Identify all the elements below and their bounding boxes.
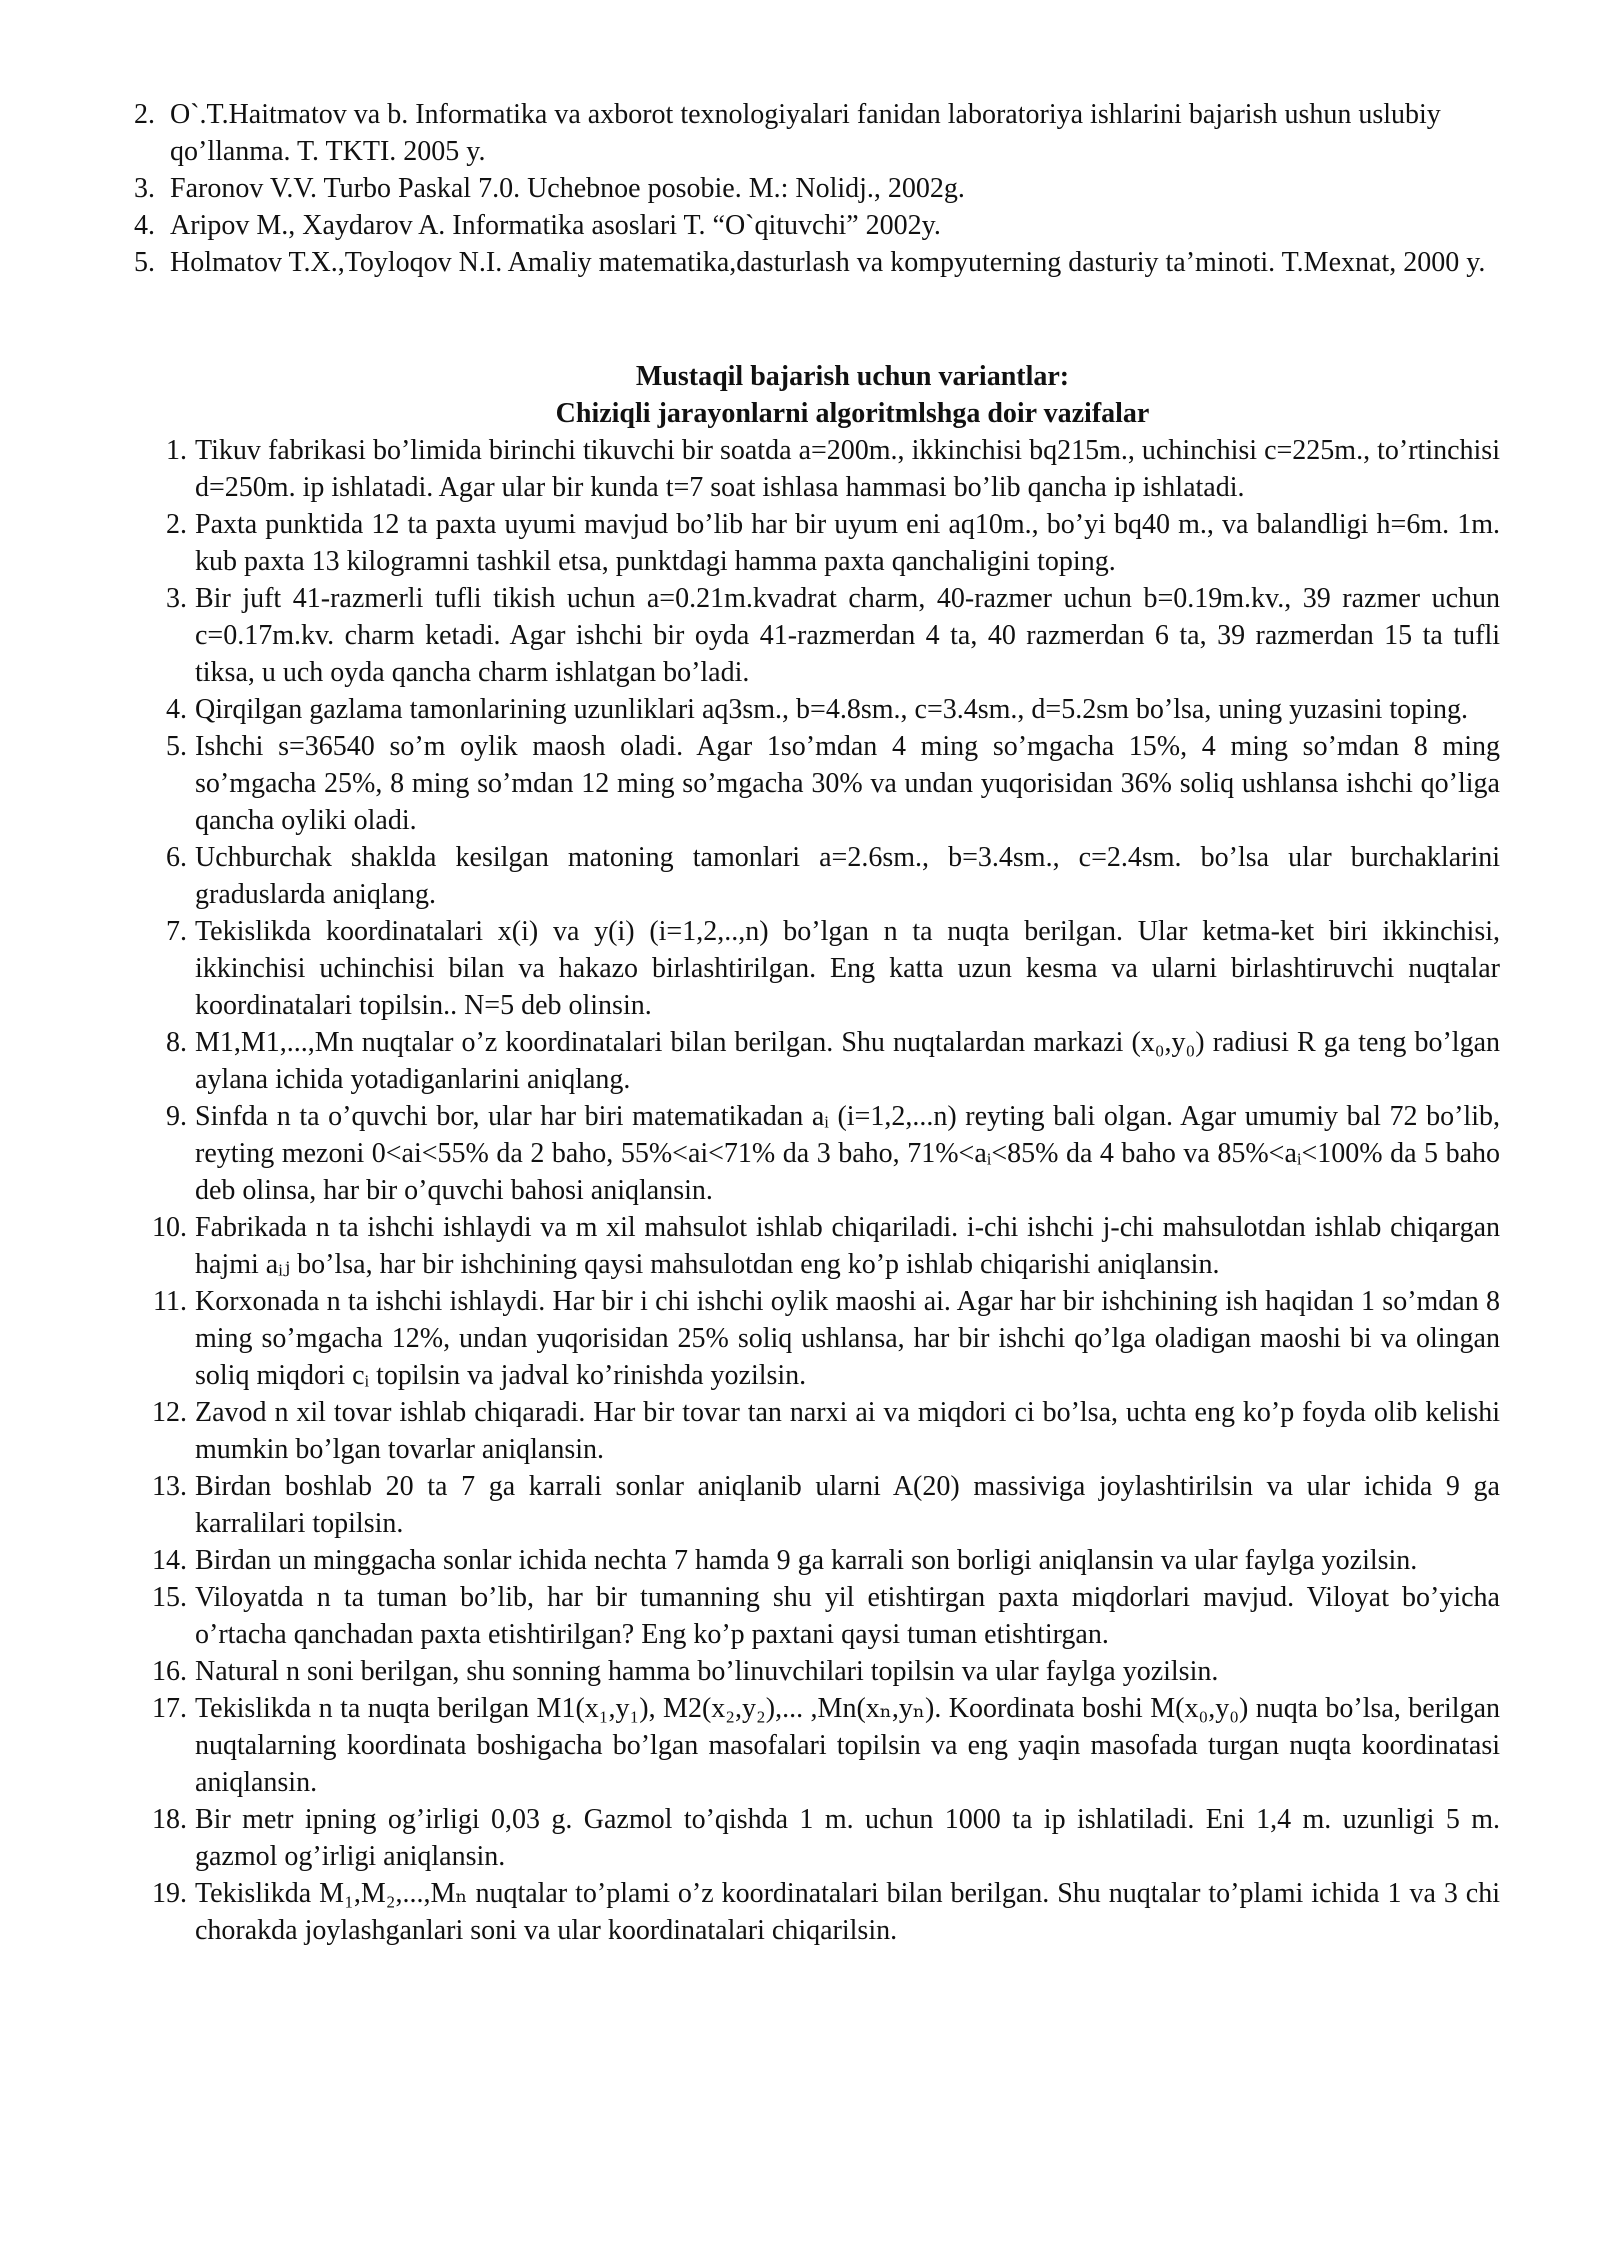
task-item (135, 839, 1500, 913)
task-text: Uchburchak shaklda kesilgan matoning tamonlari a=2.6sm., b=3.4sm., c=2.4sm. bo’lsa ular burchaklarini graduslarda aniqlang. (195, 842, 1500, 910)
task-item (135, 432, 1500, 506)
reference-item (115, 96, 1515, 170)
task-number: 10. (152, 1212, 187, 1243)
reference-item (115, 170, 1515, 207)
task-item (135, 580, 1500, 691)
reference-item (115, 244, 1515, 281)
task-text: Tekislikda koordinatalari x(i) va y(i) (i=1,2,..,n) bo’lgan n ta nuqta berilgan. Ular ketma-ket biri ikkinchisi, ikkinchisi uchinchisi bilan va hakazo birlashtirilgan. Eng katta uzun kesma va ularni birlashtiruvchi nuqtalar koordinatalari topilsin.. N=5 deb olinsin. (195, 916, 1500, 1021)
task-item (135, 1653, 1500, 1690)
reference-number: 4. (134, 210, 155, 241)
reference-number: 3. (134, 173, 155, 204)
task-text: Zavod n xil tovar ishlab chiqaradi. Har bir tovar tan narxi ai va miqdori ci bo’lsa, uchta eng ko’p foyda olib kelishi mumkin bo’lgan tovarlar aniqlansin. (195, 1397, 1500, 1465)
reference-number: 2. (134, 99, 155, 130)
task-text: Natural n soni berilgan, shu sonning hamma bo’linuvchilari topilsin va ular faylga yozilsin. (195, 1656, 1219, 1687)
task-number: 7. (166, 916, 187, 947)
task-text: Birdan un minggacha sonlar ichida nechta 7 hamda 9 ga karrali son borligi aniqlansin va ular faylga yozilsin. (195, 1545, 1418, 1576)
task-text: Ishchi s=36540 so’m oylik maosh oladi. Agar 1so’mdan 4 ming so’mgacha 15%, 4 ming so’mdan 8 ming so’mgacha 25%, 8 ming so’mdan 12 ming so’mgacha 30% va undan yuqorisidan 36% soliq ushlansa ishchi qo’liga qancha oyliki oladi. (195, 731, 1500, 836)
task-number: 6. (166, 842, 187, 873)
task-number: 8. (166, 1027, 187, 1058)
task-text: Tekislikda M₁,M₂,...,Mₙ nuqtalar to’plami o’z koordinatalari bilan berilgan. Shu nuqtalar to’plami ichida 1 va 3 chi chorakda joylashganlari soni va ular koordinatalari chiqarilsin. (195, 1878, 1500, 1946)
task-item (135, 1542, 1500, 1579)
reference-text: Holmatov T.X.,Toyloqov N.I. Amaliy matematika,dasturlash va kompyuterning dasturiy ta’minoti. T.Mexnat, 2000 y. (170, 247, 1486, 278)
task-item (135, 691, 1500, 728)
task-number: 3. (166, 583, 187, 614)
task-number: 2. (166, 509, 187, 540)
section-heading: Mustaqil bajarish uchun variantlar: (635, 361, 1070, 392)
task-number: 18. (152, 1804, 187, 1835)
task-item (135, 1690, 1500, 1801)
task-text: Tekislikda n ta nuqta berilgan M1(x₁,y₁), M2(x₂,y₂),... ,Mn(xₙ,yₙ). Koordinata boshi M(x₀,y₀) nuqta bo’lsa, berilgan nuqtalarning koordinata boshigacha bo’lgan masofalari topilsin va eng yaqin masofada turgan nuqta koordinatasi aniqlansin. (195, 1693, 1500, 1798)
task-item (135, 1283, 1500, 1394)
task-text: Birdan boshlab 20 ta 7 ga karrali sonlar aniqlanib ularni A(20) massiviga joylashtirilsin va ular ichida 9 ga karralilari topilsin. (195, 1471, 1500, 1539)
task-number: 17. (152, 1693, 187, 1724)
task-text: Qirqilgan gazlama tamonlarining uzunliklari aq3sm., b=4.8sm., c=3.4sm., d=5.2sm bo’lsa, uning yuzasini toping. (195, 694, 1468, 725)
task-text: Fabrikada n ta ishchi ishlaydi va m xil mahsulot ishlab chiqariladi. i-chi ishchi j-chi mahsulotdan ishlab chiqargan hajmi aᵢⱼ bo’lsa, har bir ishchining qaysi mahsulotdan eng ko’p ishlab chiqarishi aniqlansin. (195, 1212, 1500, 1280)
task-number: 14. (152, 1545, 187, 1576)
task-number: 5. (166, 731, 187, 762)
task-item (135, 1098, 1500, 1209)
reference-item (115, 207, 1515, 244)
reference-list (115, 96, 1515, 281)
task-number: 13. (152, 1471, 187, 1502)
task-item (135, 1875, 1500, 1949)
task-number: 4. (166, 694, 187, 725)
task-list (135, 432, 1500, 1949)
task-number: 16. (152, 1656, 187, 1687)
task-item (135, 1394, 1500, 1468)
task-text: Bir juft 41-razmerli tufli tikish uchun a=0.21m.kvadrat charm, 40-razmer uchun b=0.19m.kv., 39 razmer uchun c=0.17m.kv. charm ketadi. Agar ishchi bir oyda 41-razmerdan 4 ta, 40 razmerdan 6 ta, 39 razmerdan 15 ta tufli tiksa, u uch oyda qancha charm ishlatgan bo’ladi. (195, 583, 1500, 688)
task-item (135, 1024, 1500, 1098)
task-number: 15. (152, 1582, 187, 1613)
task-item (135, 1468, 1500, 1542)
task-item (135, 506, 1500, 580)
reference-text: Aripov M., Xaydarov A. Informatika asoslari T. “O`qituvchi” 2002y. (170, 210, 941, 241)
task-text: M1,M1,...,Mn nuqtalar o’z koordinatalari bilan berilgan. Shu nuqtalardan markazi (x₀,y₀) radiusi R ga teng bo’lgan aylana ichida yotadiganlarini aniqlang. (195, 1027, 1500, 1095)
task-item (135, 1209, 1500, 1283)
task-number: 11. (153, 1286, 187, 1317)
task-number: 19. (152, 1878, 187, 1909)
reference-text: O`.T.Haitmatov va b. Informatika va axborot texnologiyalari fanidan laboratoriya ishlarini bajarish ushun uslubiy qo’llanma. T. TKTI. 2005 y. (170, 99, 1441, 167)
task-item (135, 1579, 1500, 1653)
task-number: 12. (152, 1397, 187, 1428)
reference-text: Faronov V.V. Turbo Paskal 7.0. Uchebnoe posobie. M.: Nolidj., 2002g. (170, 173, 965, 204)
task-text: Viloyatda n ta tuman bo’lib, har bir tumanning shu yil etishtirgan paxta miqdorlari mavjud. Viloyat bo’yicha o’rtacha qanchadan paxta etishtirilgan? Eng ko’p paxtani qaysi tuman etishtirgan. (195, 1582, 1500, 1650)
task-text: Bir metr ipning og’irligi 0,03 g. Gazmol to’qishda 1 m. uchun 1000 ta ip ishlatiladi. Eni 1,4 m. uzunligi 5 m. gazmol og’irligi aniqlansin. (195, 1804, 1500, 1872)
task-text: Paxta punktida 12 ta paxta uyumi mavjud bo’lib har bir uyum eni aq10m., bo’yi bq40 m., va balandligi h=6m. 1m. kub paxta 13 kilogramni tashkil etsa, punktdagi hamma paxta qanchaligini toping. (195, 509, 1500, 577)
task-item (135, 913, 1500, 1024)
task-item (135, 1801, 1500, 1875)
task-text: Sinfda n ta o’quvchi bor, ular har biri matematikadan aᵢ (i=1,2,...n) reyting bali olgan. Agar umumiy bal 72 bo’lib, reyting mezoni 0<ai<55% da 2 baho, 55%<ai<71% da 3 baho, 71%<aᵢ<85% da 4 baho va 85%<aᵢ<100% da 5 baho deb olinsa, har bir o’quvchi bahosi aniqlansin. (195, 1101, 1500, 1206)
task-text: Tikuv fabrikasi bo’limida birinchi tikuvchi bir soatda a=200m., ikkinchisi bq215m., uchinchisi c=225m., to’rtinchisi d=250m. ip ishlatadi. Agar ular bir kunda t=7 soat ishlasa hammasi bo’lib qancha ip ishlatadi. (195, 435, 1500, 503)
task-number: 9. (166, 1101, 187, 1132)
task-text: Korxonada n ta ishchi ishlaydi. Har bir i chi ishchi oylik maoshi ai. Agar har bir ishchining ish haqidan 1 so’mdan 8 ming so’mgacha 12%, undan yuqorisidan 25% soliq ushlansa, har bir ishchi qo’lga oladigan maoshi bi va olingan soliq miqdori cᵢ topilsin va jadval ko’rinishda yozilsin. (195, 1286, 1500, 1391)
reference-number: 5. (134, 247, 155, 278)
task-number: 1. (166, 435, 187, 466)
section-subheading: Chiziqli jarayonlarni algoritmlshga doir vazifalar (555, 398, 1150, 429)
task-item (135, 728, 1500, 839)
